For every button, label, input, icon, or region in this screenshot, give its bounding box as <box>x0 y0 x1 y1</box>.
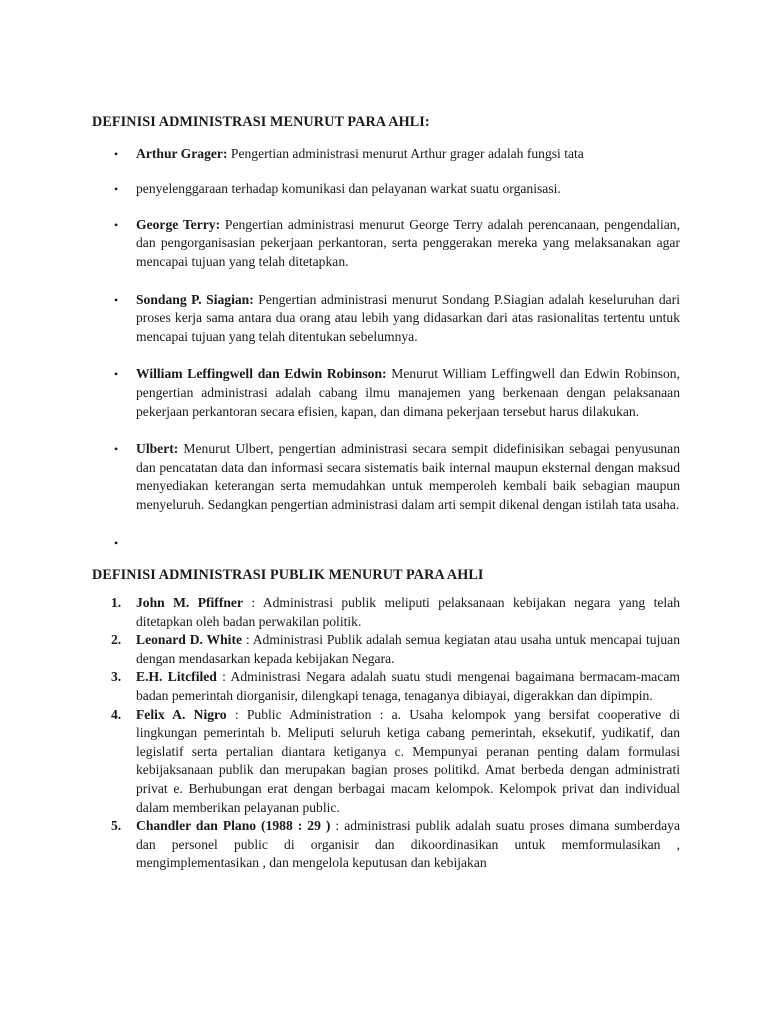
expert-name: Arthur Grager: <box>136 145 228 161</box>
expert-name: Ulbert: <box>136 441 179 457</box>
expert-name: Felix A. Nigro <box>136 706 227 722</box>
bullet-icon: • <box>114 292 119 307</box>
list-item <box>92 668 680 705</box>
list-item <box>92 216 680 272</box>
bullet-icon: • <box>114 146 119 161</box>
definition-text: : Administrasi publik meliputi pelaksanaan kebijakan negara yang telah ditetapkan oleh badan perwakilan politik. <box>136 595 680 629</box>
definition-text: Pengertian administrasi menurut Arthur grager adalah fungsi tata <box>227 145 584 161</box>
definition-text: penyelenggaraan terhadap komunikasi dan pelayanan warkat suatu organisasi. <box>136 181 561 197</box>
list-number: 2. <box>111 632 122 648</box>
numbered-list-ahli-publik <box>92 594 680 873</box>
bullet-icon: • <box>114 442 119 457</box>
list-item <box>92 440 680 514</box>
expert-name: George Terry: <box>136 216 221 232</box>
definition-text: : administrasi publik adalah suatu proses dimana sumberdaya dan personel public di organisir dan dikoordinasikan untuk memformulasikan , mengimplementasikan , dan mengelola keputusan dan kebijakan <box>136 818 680 871</box>
expert-name: William Leffingwell dan Edwin Robinson: <box>136 366 387 382</box>
list-number: 1. <box>111 595 122 611</box>
list-item <box>92 594 680 631</box>
list-number: 3. <box>111 669 122 685</box>
definition-text: Pengertian administrasi menurut George Terry adalah perencanaan, pengendalian, dan pengorganisasian pekerjaan perkantoran, serta penggerakan mereka yang melaksanakan agar mencapai tujuan yang telah ditetapkan. <box>136 216 680 269</box>
list-item-empty <box>92 534 680 552</box>
expert-name: Leonard D. White <box>136 632 243 648</box>
expert-name: E.H. Litcfiled <box>136 669 217 685</box>
definition-text: : Public Administration : a. Usaha kelompok yang bersifat cooperative di lingkungan pemerintah b. Meliputi seluruh ketiga cabang pemerintah, eksekutif, yudikatif, dan legislatif serta pertalian diantara ketiganya c. Mempunyai peranan penting dalam formulasi kebijaksanaan publik dan merupakan bagian proses politikd. Amat berbeda dengan administrati privat e. Berhubungan erat dengan berbagai macam kelompok. Kelompok privat dan individual dalam memberikan pelayanan public. <box>136 706 680 815</box>
list-item <box>92 180 680 199</box>
bullet-icon: • <box>114 217 119 232</box>
section-heading-administrasi-publik: DEFINISI ADMINISTRASI PUBLIK MENURUT PARA AHLI <box>92 566 484 583</box>
definition-text: Pengertian administrasi menurut Sondang P.Siagian adalah keseluruhan dari proses kerja sama antara dua orang atau lebih yang didasarkan dari atas rasionalitas tertentu untuk mencapai tujuan yang telah ditentukan sebelumnya. <box>136 291 680 344</box>
list-item <box>92 817 680 873</box>
bullet-list-ahli <box>92 145 680 552</box>
bullet-icon: • <box>114 182 119 197</box>
expert-name: Sondang P. Siagian: <box>136 291 254 307</box>
bullet-icon: • <box>114 535 119 550</box>
definition-text: : Administrasi Publik adalah semua kegiatan atau usaha untuk mencapai tujuan dengan mendasarkan kepada kebijakan Negara. <box>136 632 680 666</box>
expert-name: Chandler dan Plano (1988 : 29 ) <box>136 818 331 834</box>
list-number: 5. <box>111 818 122 834</box>
list-item <box>92 291 680 347</box>
list-item <box>92 631 680 668</box>
section-heading-administrasi: DEFINISI ADMINISTRASI MENURUT PARA AHLI: <box>92 114 430 130</box>
list-item <box>92 145 680 164</box>
list-number: 4. <box>111 706 122 722</box>
list-item <box>92 706 680 818</box>
definition-text: Menurut Ulbert, pengertian administrasi secara sempit didefinisikan sebagai penyusunan dan pencatatan data dan informasi secara sistematis baik internal maupun eksternal dengan maksud menyediakan keterangan serta memudahkan untuk memperoleh kembali baik sebagian maupun menyeluruh. Sedangkan pengertian administrasi dalam arti sempit dikenal dengan istilah tata usaha. <box>136 441 680 512</box>
list-item <box>92 365 680 421</box>
expert-name: John M. Pfiffner <box>136 595 243 611</box>
bullet-icon: • <box>114 367 119 382</box>
definition-text: Menurut William Leffingwell dan Edwin Robinson, pengertian administrasi adalah cabang ilmu manajemen yang berkenaan dengan pelaksanaan pekerjaan perkantoran secara efisien, kapan, dan dimana pekerjaan tersebut harus dilakukan. <box>136 366 681 419</box>
definition-text: : Administrasi Negara adalah suatu studi mengenai bagaimana bermacam-macam badan pemerintah diorganisir, dilengkapi tenaga, tenaganya dibiayai, digerakkan dan dipimpin. <box>136 669 680 704</box>
